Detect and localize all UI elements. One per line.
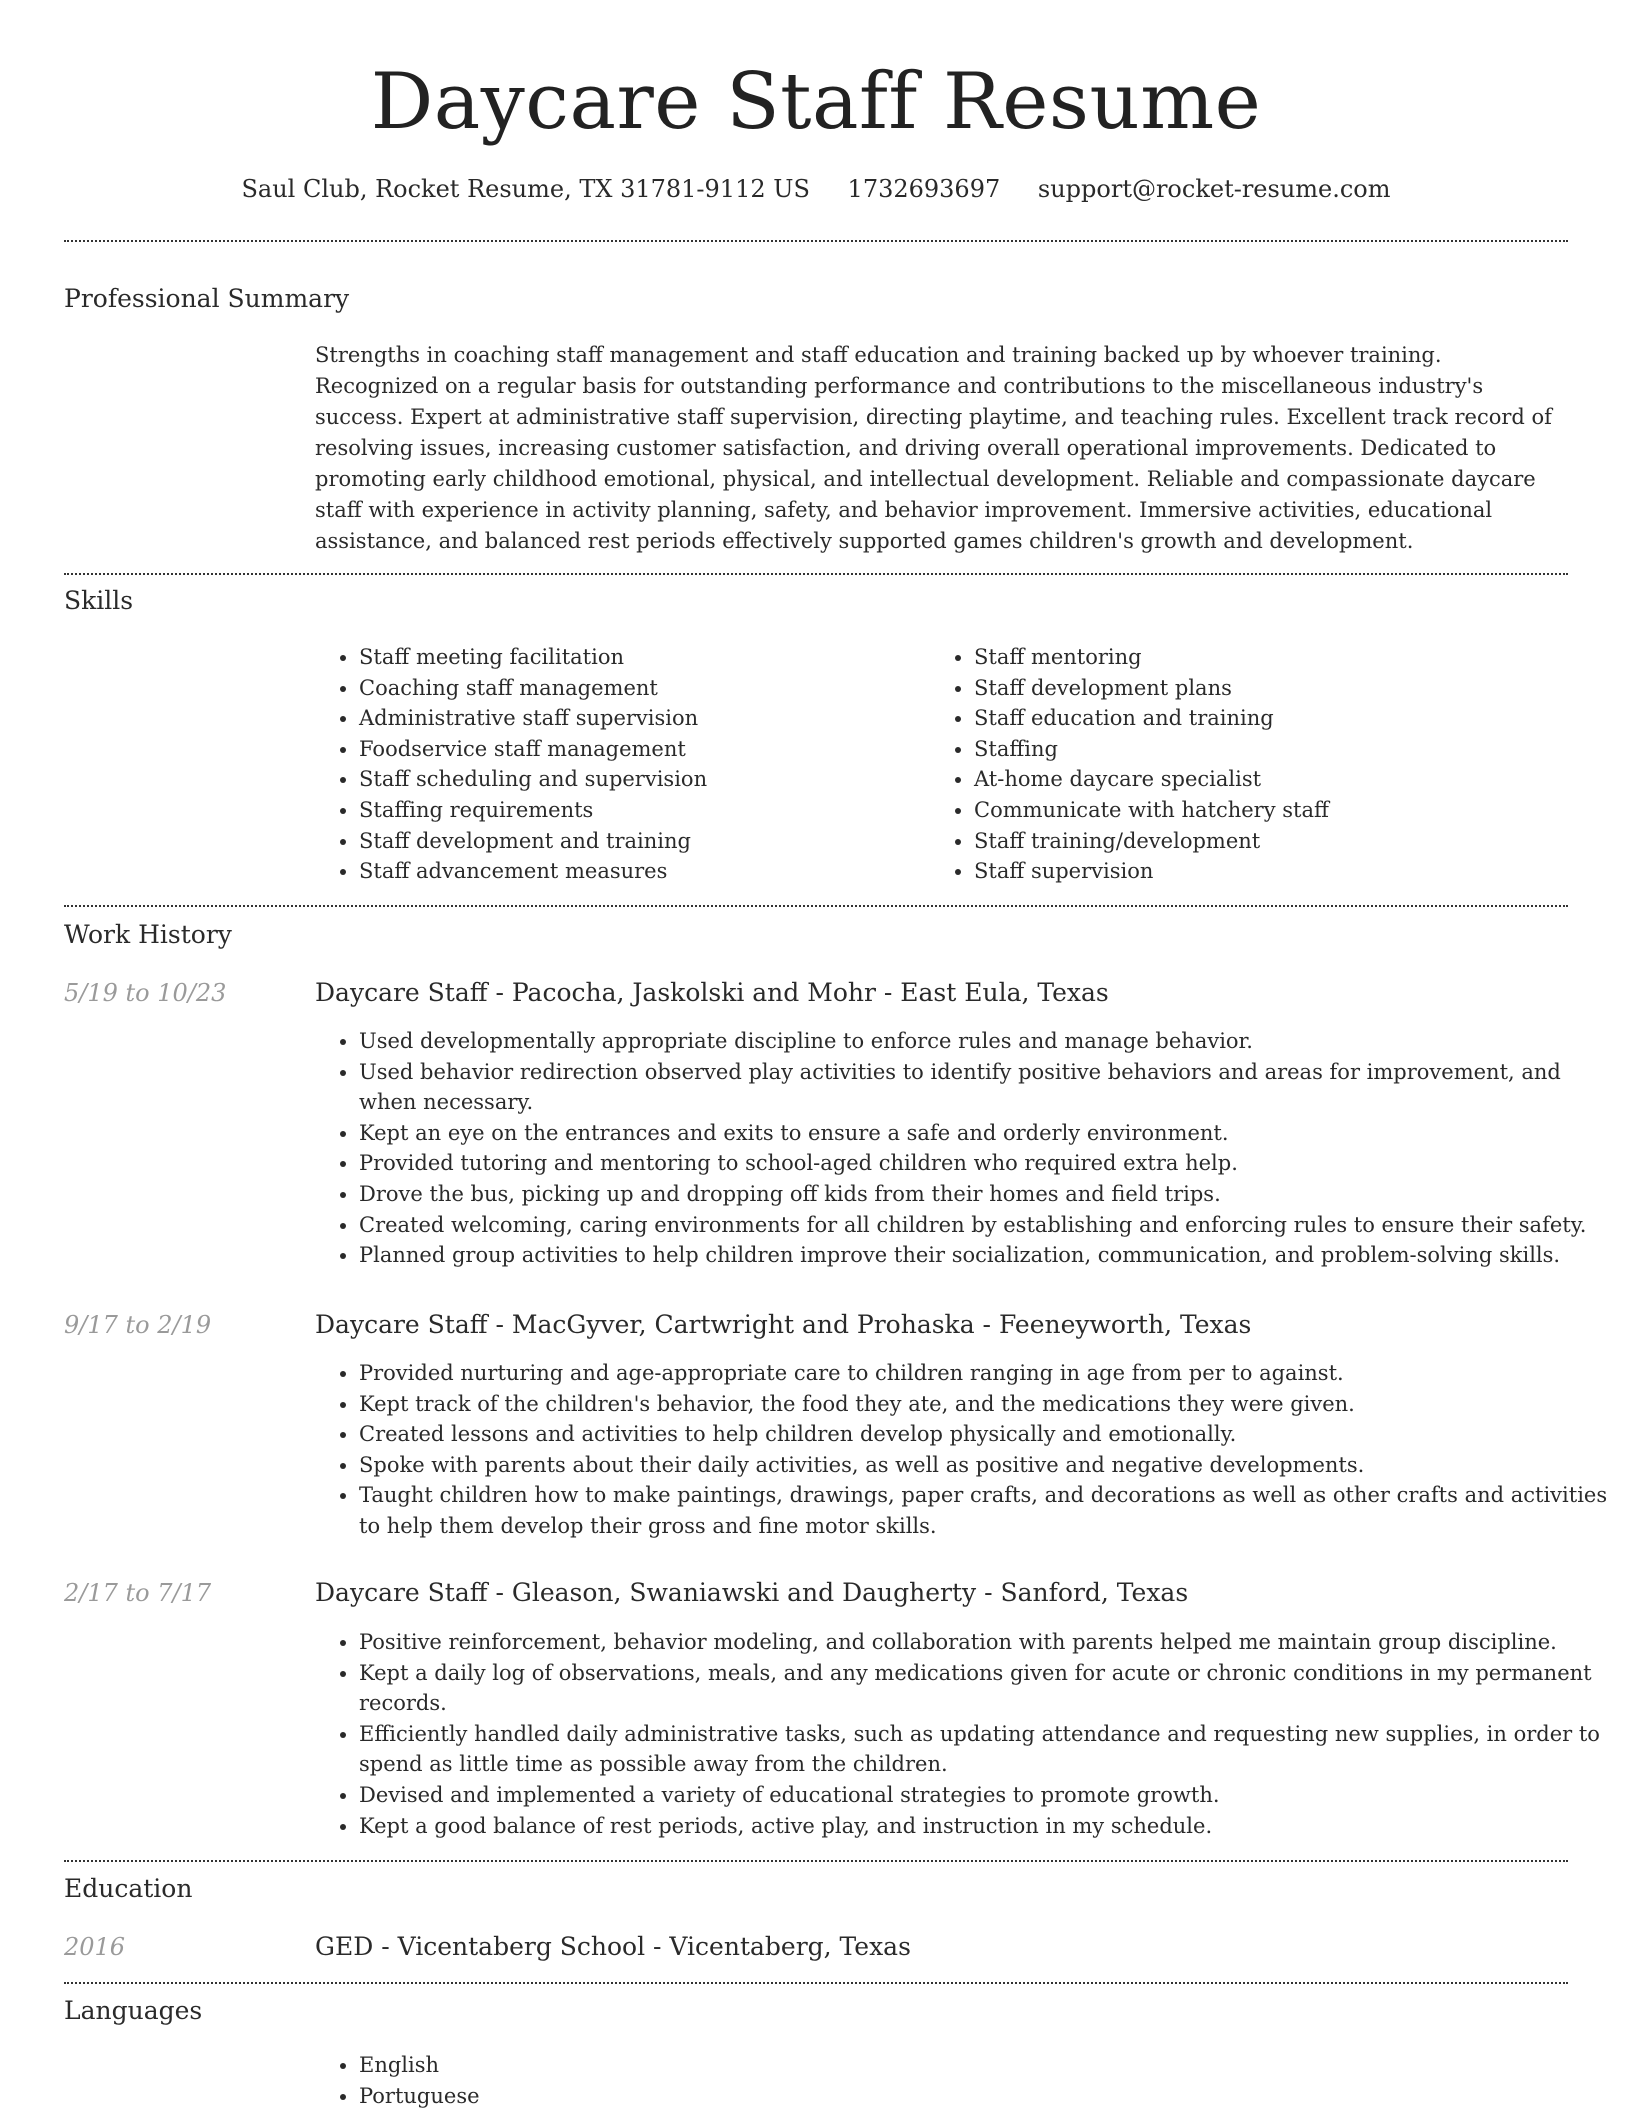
job-dates: 5/19 to 10/23 [64,979,227,1007]
job-bullet: • Kept a good balance of rest periods, active play, and instruction in my schedule. [359,1811,1611,1842]
education-year: 2016 [64,1933,126,1961]
contact-address: Saul Club, Rocket Resume, TX 31781-9112 US [241,175,810,203]
job-dates: 9/17 to 2/19 [64,1311,212,1339]
job-bullet: • Provided nurturing and age-appropriate care to children ranging in age from per to against. [359,1358,1611,1389]
section-divider [64,573,1568,575]
skill-item: • Coaching staff management [359,673,919,704]
languages-list [315,2050,959,2111]
contact-phone: 1732693697 [847,175,1001,203]
job-dates: 2/17 to 7/17 [64,1579,212,1607]
skills-list-left [315,642,919,887]
job-bullet: • Taught children how to make paintings, drawings, paper crafts, and decorations as well as other crafts and activities to help them develop their gross and fine motor skills. [359,1480,1611,1541]
education-entry: GED - Vicentaberg School - Vicentaberg, Texas [315,1932,911,1961]
job-title: Daycare Staff - Pacocha, Jaskolski and Mohr - East Eula, Texas [315,978,1109,1007]
language-item: • English [359,2050,959,2081]
resume-title: Daycare Staff Resume [370,57,1262,147]
skill-item: • Staffing requirements [359,795,919,826]
skills-list-right [930,642,1574,887]
work-heading: Work History [64,920,232,949]
skill-item: • Staff meeting facilitation [359,642,919,673]
job-bullet: • Efficiently handled daily administrative tasks, such as updating attendance and requesting new supplies, in order to spend as little time as possible away from the children. [359,1719,1611,1780]
job-bullet: • Positive reinforcement, behavior modeling, and collaboration with parents helped me maintain group discipline. [359,1627,1611,1658]
job-bullet: • Used behavior redirection observed play activities to identify positive behaviors and areas for improvement, and when necessary. [359,1057,1611,1118]
contact-email: support@rocket-resume.com [1037,175,1391,203]
summary-heading: Professional Summary [64,284,350,313]
job-bullet: • Kept an eye on the entrances and exits to ensure a safe and orderly environment. [359,1118,1611,1149]
skill-item: • Staff scheduling and supervision [359,764,919,795]
job-bullets [315,1026,1611,1271]
job-bullet: • Kept a daily log of observations, meals, and any medications given for acute or chronic conditions in my permanent records. [359,1658,1611,1719]
section-divider [64,1982,1568,1984]
languages-heading: Languages [64,1996,203,2025]
skill-item: • Staff development plans [974,673,1574,704]
skill-item: • Staffing [974,734,1574,765]
skill-item: • Staff advancement measures [359,856,919,887]
job-bullet: • Kept track of the children's behavior, the food they ate, and the medications they were given. [359,1389,1611,1420]
job-bullet: • Used developmentally appropriate discipline to enforce rules and manage behavior. [359,1026,1611,1057]
skills-heading: Skills [64,586,134,615]
job-bullets [315,1627,1611,1841]
education-heading: Education [64,1874,193,1903]
skill-item: • Communicate with hatchery staff [974,795,1574,826]
section-divider [64,240,1568,242]
skill-item: • Staff supervision [974,856,1574,887]
language-item: • Portuguese [359,2081,959,2112]
job-bullets [315,1358,1611,1542]
skill-item: • Staff training/development [974,826,1574,857]
skill-item: • Staff development and training [359,826,919,857]
skill-item: • Staff mentoring [974,642,1574,673]
job-bullet: • Provided tutoring and mentoring to school-aged children who required extra help. [359,1148,1611,1179]
section-divider [64,905,1568,907]
contact-line [0,172,1632,206]
summary-text: Strengths in coaching staff management and staff education and training backed up by whoever training. Recognized on a regular basis for outstanding performance and contributions to the miscellaneous industry's success. Expert at administrative staff supervision, directing playtime, and teaching rules. Excellent track record of resolving issues, increasing customer satisfaction, and driving overall operational improvements. Dedicated to promoting early childhood emotional, physical, and intellectual development. Reliable and compassionate daycare staff with experience in activity planning, safety, and behavior improvement. Immersive activities, educational assistance, and balanced rest periods effectively supported games children's growth and development. [315,343,1552,553]
skill-item: • Administrative staff supervision [359,703,919,734]
skill-item: • Foodservice staff management [359,734,919,765]
job-bullet: • Spoke with parents about their daily activities, as well as positive and negative developments. [359,1450,1611,1481]
job-title: Daycare Staff - MacGyver, Cartwright and Prohaska - Feeneyworth, Texas [315,1310,1252,1339]
section-divider [64,1860,1568,1862]
job-title: Daycare Staff - Gleason, Swaniawski and Daugherty - Sanford, Texas [315,1578,1189,1607]
skill-item: • Staff education and training [974,703,1574,734]
job-bullet: • Created welcoming, caring environments for all children by establishing and enforcing rules to ensure their safety. [359,1210,1611,1241]
job-bullet: • Devised and implemented a variety of educational strategies to promote growth. [359,1780,1611,1811]
job-bullet: • Drove the bus, picking up and dropping off kids from their homes and field trips. [359,1179,1611,1210]
skill-item: • At-home daycare specialist [974,764,1574,795]
job-bullet: • Planned group activities to help children improve their socialization, communication, and problem-solving skills. [359,1240,1611,1271]
job-bullet: • Created lessons and activities to help children develop physically and emotionally. [359,1419,1611,1450]
